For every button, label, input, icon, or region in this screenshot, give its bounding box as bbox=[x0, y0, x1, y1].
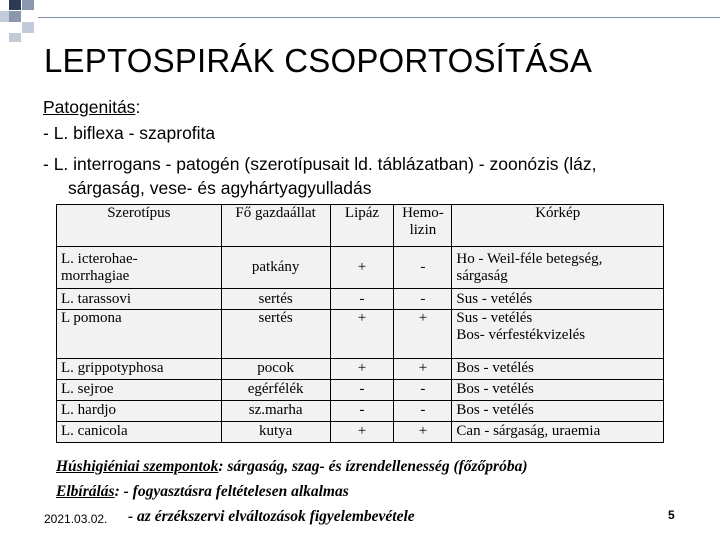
table-row bbox=[57, 289, 664, 310]
hemolysin-cell: + bbox=[394, 310, 452, 358]
header-serotype: Szerotípus bbox=[57, 205, 222, 247]
judgement-text: : - fogyasztásra feltételesen alkalmas bbox=[114, 483, 349, 500]
page-number: 5 bbox=[668, 508, 675, 522]
disease-cell: Bos - vetélés bbox=[452, 358, 664, 379]
lipase-cell: + bbox=[330, 358, 394, 379]
hemolysin-cell: + bbox=[394, 421, 452, 442]
host-cell: patkány bbox=[221, 247, 330, 289]
header-host: Fő gazdaállat bbox=[221, 205, 330, 247]
table-row bbox=[57, 421, 664, 442]
judgement-label: Elbírálás bbox=[56, 483, 115, 500]
decorative-square-mid-2 bbox=[9, 11, 21, 22]
body-line-3: sárgaság, vese- és agyhártyagyulladás bbox=[68, 178, 372, 198]
title-rule bbox=[38, 17, 720, 18]
serotype-cell: L. hardjo bbox=[57, 400, 222, 421]
body-line-2: - L. interrogans - patogén (szerotípusait ld. táblázatban) - zoonózis (láz, bbox=[43, 154, 597, 174]
table-row bbox=[57, 310, 664, 358]
lipase-cell: + bbox=[330, 310, 394, 358]
table-row bbox=[57, 358, 664, 379]
body-line-1: - L. biflexa - szaprofita bbox=[43, 123, 216, 143]
header-hemolysin: Hemo- lizin bbox=[394, 205, 452, 247]
hemolysin-cell: - bbox=[394, 379, 452, 400]
pathogenicity-heading bbox=[43, 95, 140, 119]
disease-cell: Bos - vetélés bbox=[452, 379, 664, 400]
decorative-square-light-2 bbox=[22, 22, 34, 33]
lipase-cell: - bbox=[330, 400, 394, 421]
hemolysin-cell: - bbox=[394, 400, 452, 421]
hygiene-line bbox=[56, 458, 528, 476]
lipase-cell: + bbox=[330, 247, 394, 289]
disease-cell: Ho - Weil-féle betegség, sárgaság bbox=[452, 247, 664, 289]
host-cell: sertés bbox=[221, 289, 330, 310]
decorative-square-light bbox=[0, 11, 9, 22]
header-disease: Kórkép bbox=[452, 205, 664, 247]
hemolysin-cell: - bbox=[394, 247, 452, 289]
hemolysin-cell: - bbox=[394, 289, 452, 310]
serotype-cell: L pomona bbox=[57, 310, 222, 358]
table-row bbox=[57, 247, 664, 289]
table-row bbox=[57, 400, 664, 421]
decorative-square-dark bbox=[9, 0, 21, 10]
serotype-cell: L. tarassovi bbox=[57, 289, 222, 310]
serotype-cell: L. sejroe bbox=[57, 379, 222, 400]
hygiene-text: : sárgaság, szag- és ízrendellenesség (főzőpróba) bbox=[218, 458, 528, 475]
serotype-cell: L. grippotyphosa bbox=[57, 358, 222, 379]
decorative-square-light-3 bbox=[9, 33, 21, 42]
pathogenicity-label: Patogenitás bbox=[43, 97, 136, 117]
disease-cell: Can - sárgaság, uraemia bbox=[452, 421, 664, 442]
disease-cell: Sus - vetélés Bos- vérfestékvizelés bbox=[452, 310, 664, 358]
table-row bbox=[57, 379, 664, 400]
judgement-line bbox=[56, 483, 349, 501]
hemolysin-cell: + bbox=[394, 358, 452, 379]
pathogenicity-colon: : bbox=[135, 97, 141, 117]
lipase-cell: + bbox=[330, 421, 394, 442]
page-title: LEPTOSPIRÁK CSOPORTOSÍTÁSA bbox=[44, 42, 593, 79]
slide-date: 2021.03.02. bbox=[44, 512, 108, 526]
lipase-cell: - bbox=[330, 379, 394, 400]
host-cell: sertés bbox=[221, 310, 330, 358]
disease-cell: Sus - vetélés bbox=[452, 289, 664, 310]
decorative-square-mid bbox=[22, 0, 34, 10]
table-header-row bbox=[57, 205, 664, 247]
header-lipase: Lipáz bbox=[330, 205, 394, 247]
host-cell: pocok bbox=[221, 358, 330, 379]
lipase-cell: - bbox=[330, 289, 394, 310]
host-cell: sz.marha bbox=[221, 400, 330, 421]
host-cell: kutya bbox=[221, 421, 330, 442]
hygiene-label: Húshigiéniai szempontok bbox=[56, 458, 219, 475]
disease-cell: Bos - vetélés bbox=[452, 400, 664, 421]
host-cell: egérfélék bbox=[221, 379, 330, 400]
serotype-cell: L. canicola bbox=[57, 421, 222, 442]
observation-line: - az érzékszervi elváltozások figyelembevétele bbox=[128, 508, 415, 525]
serotype-cell: L. icterohae- morrhagiae bbox=[57, 247, 222, 289]
serotype-table bbox=[56, 204, 664, 443]
